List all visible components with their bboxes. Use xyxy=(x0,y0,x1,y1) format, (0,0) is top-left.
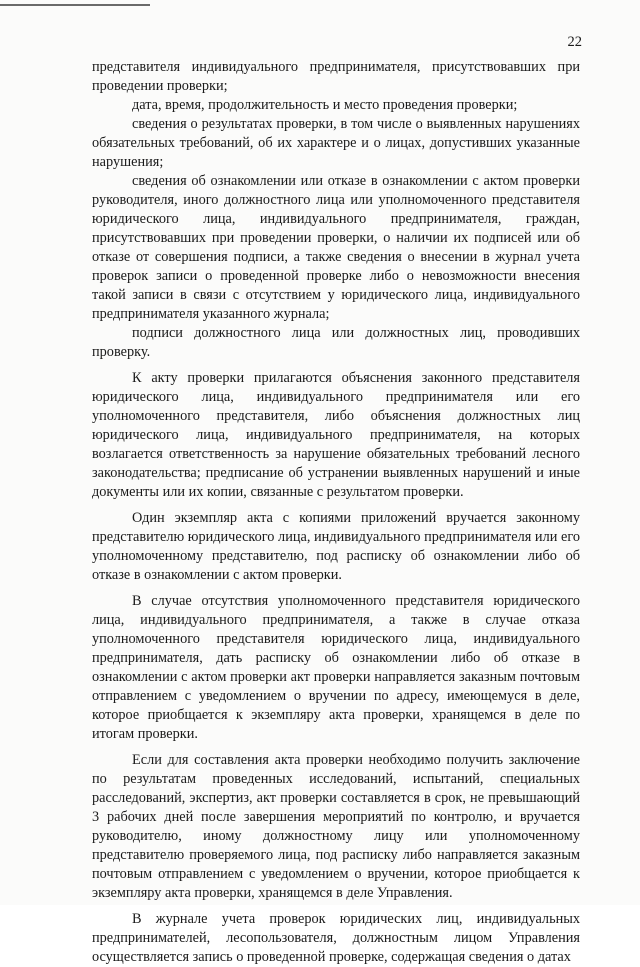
paragraph: дата, время, продолжительность и место проведения проверки; xyxy=(132,97,518,113)
paragraph: сведения о результатах проверки, в том числе о выявленных нарушениях обязательных требований, об их характере и о лицах, допустивших указанные нарушения; xyxy=(92,116,580,170)
paragraph: В случае отсутствия уполномоченного представителя юридического лица, индивидуального предпринимателя, а также в случае отказа уполномоченного представителя юридического лица, индивидуального предпринимателя, дать расписку об ознакомлении либо об отказе в ознакомлении с актом проверки акт проверки направляется заказным почтовым отправлением с уведомлением о вручении по адресу, имеющемуся в деле, которое приобщается к экземпляру акта проверки, хранящемся в деле по итогам проверки. xyxy=(92,593,580,742)
paragraph: Один экземпляр акта с копиями приложений вручается законному представителю юридического лица, индивидуального предпринимателя или его уполномоченному представителю, под расписку об ознакомлении либо об отказе в ознакомлении с актом проверки. xyxy=(92,510,580,583)
paragraph: Если для составления акта проверки необходимо получить заключение по результатам проведенных исследований, испытаний, специальных расследований, экспертиз, акт проверки составляется в срок, не превышающий 3 рабочих дней после завершения мероприятий по контролю, и вручается руководителю, иному должностному лицу или уполномоченному представителю проверяемого лица, под расписку либо направляется заказным почтовым отправлением с уведомлением о вручении, которое приобщается к экземпляру акта проверки, хранящемся в деле Управления. xyxy=(92,752,580,901)
top-edge-rule xyxy=(0,4,150,6)
paragraph: подписи должностного лица или должностных лиц, проводивших проверку. xyxy=(92,325,580,360)
paragraph-continuation: представителя индивидуального предпринимателя, присутствовавших при проведении проверки; xyxy=(92,59,580,94)
paragraph: В журнале учета проверок юридических лиц, индивидуальных предпринимателей, лесопользователя, должностным лицом Управления осуществляется запись о проведенной проверке, содержащая сведения о датах xyxy=(92,911,580,965)
page-number: 22 xyxy=(567,34,582,50)
paragraph: сведения об ознакомлении или отказе в ознакомлении с актом проверки руководителя, иного должностного лица или уполномоченного представителя юридического лица, индивидуального предпринимателя, граждан, присутствовавших при проведении проверки, о наличии их подписей или об отказе от совершения подписи, а также сведения о внесении в журнал учета проверок записи о проведенной проверке либо о невозможности внесения такой записи в связи с отсутствием у юридического лица, индивидуального предпринимателя указанного журнала; xyxy=(92,173,580,322)
paragraph: К акту проверки прилагаются объяснения законного представителя юридического лица, индивидуального предпринимателя или его уполномоченного представителя, либо объяснения должностных лиц юридического лица, индивидуального предпринимателя, на которых возлагается ответственность за нарушение обязательных требований лесного законодательства; предписание об устранении выявленных нарушений и иные документы или их копии, связанные с результатом проверки. xyxy=(92,370,580,500)
document-body xyxy=(92,58,580,967)
